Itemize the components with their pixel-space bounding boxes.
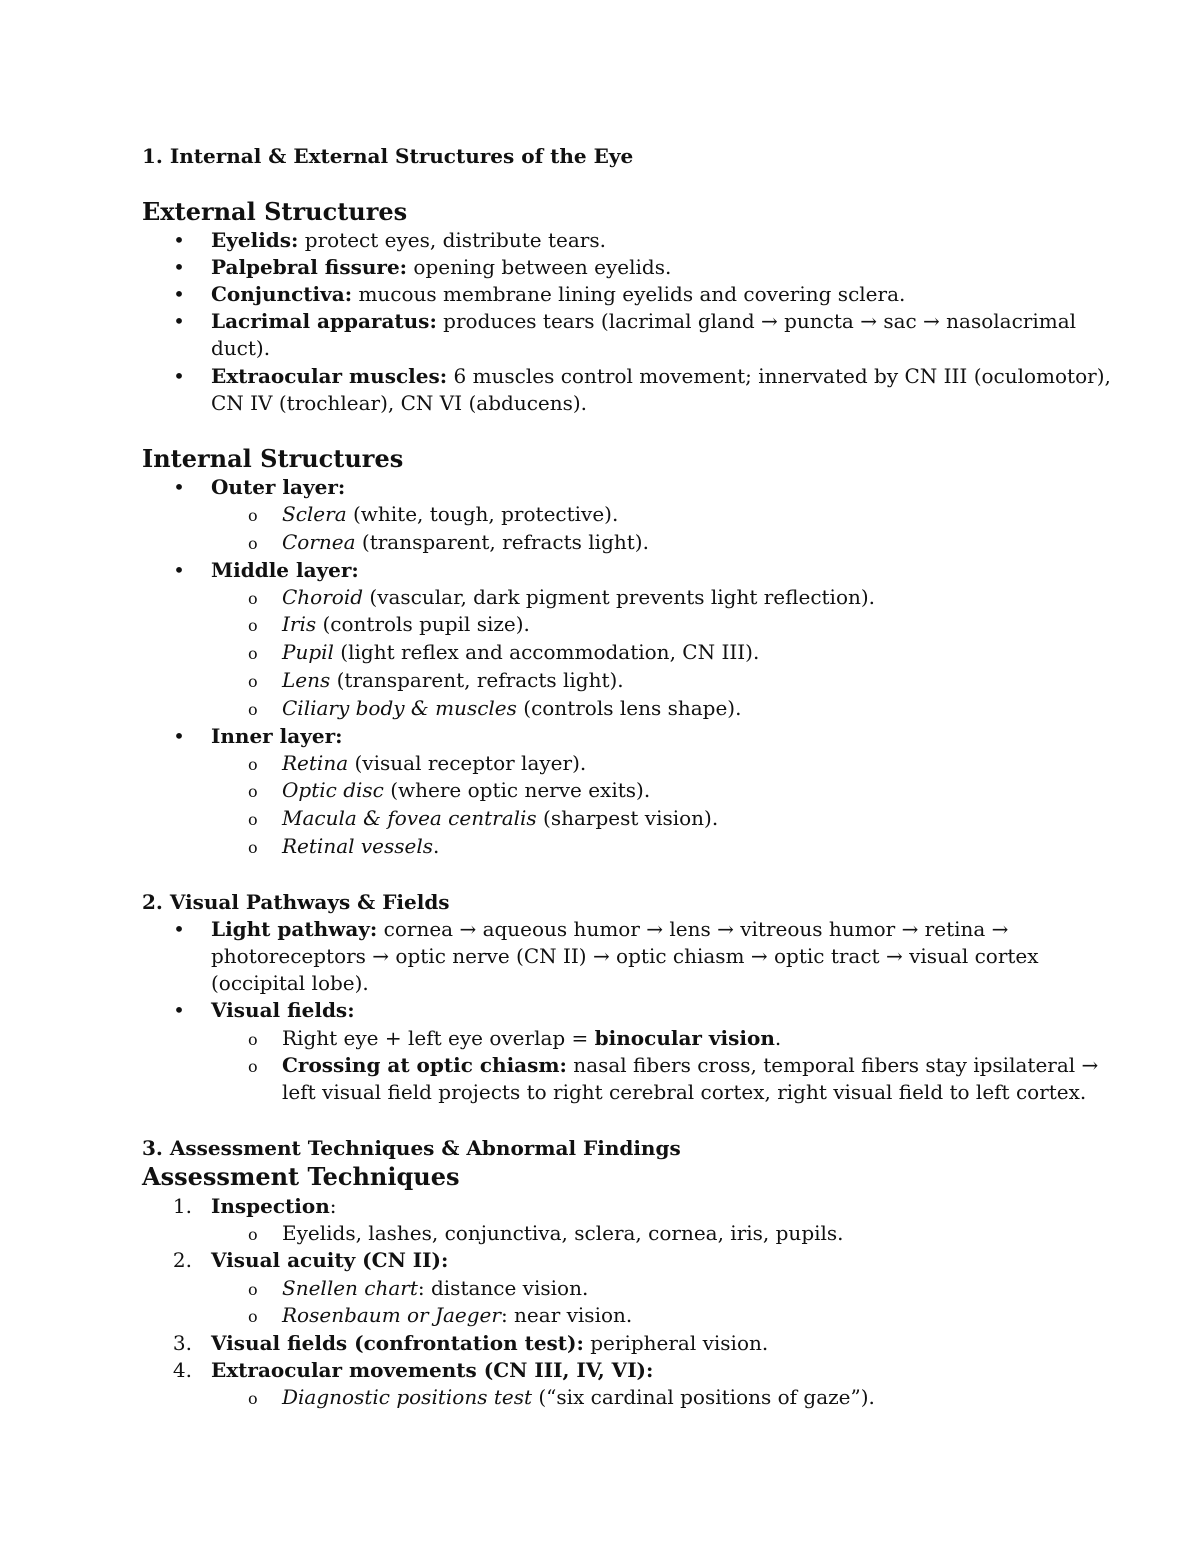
- sub-bullet: o: [248, 1280, 258, 1299]
- sub-bullet: o: [248, 1057, 258, 1076]
- list-item: Extraocular movements (CN III, IV, VI):: [211, 1358, 654, 1382]
- layer-label: Outer layer:: [211, 475, 346, 499]
- layer-label: Middle layer:: [211, 558, 359, 582]
- sub-item-continuation: left visual field projects to right cerebral cortex, right visual field to left cortex.: [282, 1080, 1087, 1104]
- list-item: Visual fields:: [211, 998, 355, 1022]
- sub-bullet: o: [248, 810, 258, 829]
- sub-item: Rosenbaum or Jaeger: near vision.: [282, 1303, 633, 1327]
- bullet: •: [173, 724, 185, 748]
- sub-item: Pupil (light reflex and accommodation, CN III).: [282, 640, 760, 664]
- sub-bullet: o: [248, 616, 258, 635]
- layer-label: Inner layer:: [211, 724, 343, 748]
- list-item-continuation: CN IV (trochlear), CN VI (abducens).: [211, 391, 588, 415]
- bullet: •: [173, 558, 185, 582]
- bullet: •: [173, 255, 185, 279]
- bullet: •: [173, 228, 185, 252]
- list-item: Light pathway: cornea → aqueous humor → lens → vitreous humor → retina →: [211, 917, 1009, 941]
- list-item: Visual acuity (CN II):: [211, 1248, 449, 1272]
- assessment-techniques-heading: Assessment Techniques: [142, 1162, 460, 1191]
- list-number: 2.: [172, 1248, 192, 1272]
- sub-item: Macula & fovea centralis (sharpest vision).: [282, 806, 719, 830]
- sub-item: Crossing at optic chiasm: nasal fibers cross, temporal fibers stay ipsilateral →: [282, 1053, 1099, 1077]
- bullet: •: [173, 475, 185, 499]
- sub-item: Cornea (transparent, refracts light).: [282, 530, 649, 554]
- list-item: Conjunctiva: mucous membrane lining eyelids and covering sclera.: [211, 282, 906, 306]
- list-item: Palpebral fissure: opening between eyelids.: [211, 255, 672, 279]
- sub-item: Ciliary body & muscles (controls lens shape).: [282, 696, 742, 720]
- internal-structures-heading: Internal Structures: [142, 444, 404, 473]
- list-number: 3.: [172, 1331, 192, 1355]
- list-item: Extraocular muscles: 6 muscles control movement; innervated by CN III (oculomotor),: [211, 364, 1111, 388]
- section-3-title: 3. Assessment Techniques & Abnormal Findings: [142, 1136, 681, 1160]
- list-number: 4.: [172, 1358, 192, 1382]
- sub-bullet: o: [248, 1030, 258, 1049]
- sub-bullet: o: [248, 506, 258, 525]
- sub-bullet: o: [248, 700, 258, 719]
- sub-item: Right eye + left eye overlap = binocular vision.: [282, 1026, 782, 1050]
- sub-item: Sclera (white, tough, protective).: [282, 502, 619, 526]
- section-2-title: 2. Visual Pathways & Fields: [142, 890, 450, 914]
- sub-item: Retina (visual receptor layer).: [282, 751, 587, 775]
- sub-item: Snellen chart: distance vision.: [282, 1276, 589, 1300]
- list-item: Lacrimal apparatus: produces tears (lacrimal gland → puncta → sac → nasolacrimal: [211, 309, 1077, 333]
- external-structures-heading: External Structures: [142, 197, 408, 226]
- sub-item: Lens (transparent, refracts light).: [282, 668, 624, 692]
- bullet: •: [173, 917, 185, 941]
- sub-item: Optic disc (where optic nerve exits).: [282, 778, 651, 802]
- sub-item: Eyelids, lashes, conjunctiva, sclera, cornea, iris, pupils.: [282, 1221, 844, 1245]
- list-item-continuation: (occipital lobe).: [211, 971, 369, 995]
- sub-bullet: o: [248, 534, 258, 553]
- list-item: Inspection:: [211, 1194, 337, 1218]
- bullet: •: [173, 282, 185, 306]
- sub-bullet: o: [248, 672, 258, 691]
- bullet: •: [173, 364, 185, 388]
- list-item-continuation: duct).: [211, 336, 271, 360]
- sub-item: Choroid (vascular, dark pigment prevents light reflection).: [282, 585, 876, 609]
- sub-bullet: o: [248, 1307, 258, 1326]
- bullet: •: [173, 998, 185, 1022]
- list-number: 1.: [172, 1194, 192, 1218]
- sub-bullet: o: [248, 1389, 258, 1408]
- sub-item: Diagnostic positions test (“six cardinal positions of gaze”).: [282, 1385, 875, 1409]
- list-item: Eyelids: protect eyes, distribute tears.: [211, 228, 606, 252]
- sub-bullet: o: [248, 782, 258, 801]
- sub-bullet: o: [248, 1225, 258, 1244]
- sub-bullet: o: [248, 755, 258, 774]
- section-1-title: 1. Internal & External Structures of the Eye: [142, 144, 634, 168]
- sub-bullet: o: [248, 644, 258, 663]
- list-item-continuation: photoreceptors → optic nerve (CN II) → optic chiasm → optic tract → visual cortex: [211, 944, 1039, 968]
- bullet: •: [173, 309, 185, 333]
- sub-item: Retinal vessels.: [282, 834, 440, 858]
- sub-bullet: o: [248, 838, 258, 857]
- list-item: Visual fields (confrontation test): peripheral vision.: [211, 1331, 769, 1355]
- sub-bullet: o: [248, 589, 258, 608]
- sub-item: Iris (controls pupil size).: [282, 612, 530, 636]
